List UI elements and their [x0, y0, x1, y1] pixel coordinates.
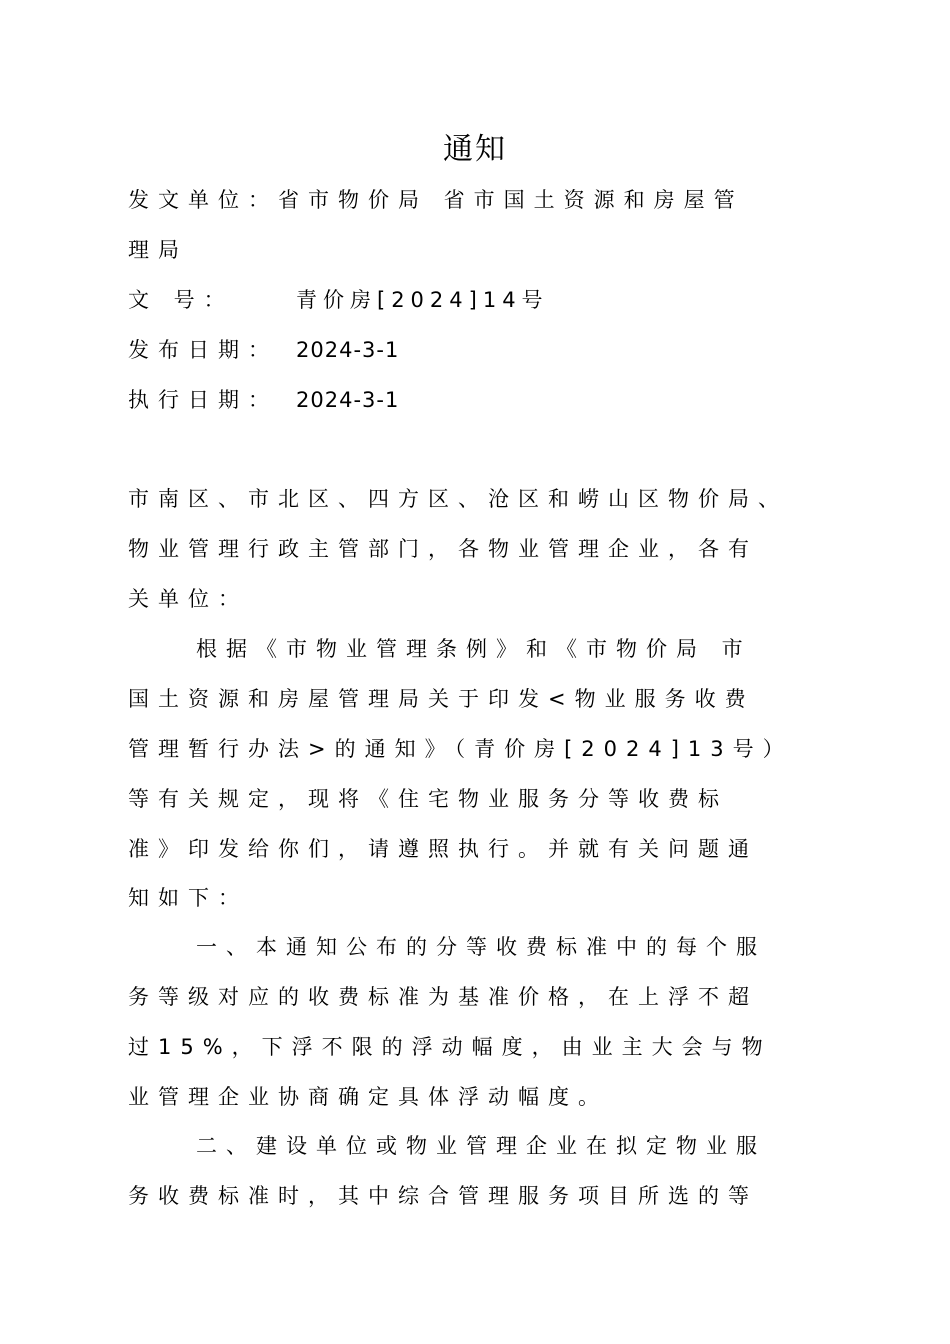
- paragraph-line: 二、建设单位或物业管理企业在拟定物业服: [196, 1134, 766, 1158]
- issuer-label: 发文单位：: [128, 188, 278, 212]
- paragraph-line: 业管理企业协商确定具体浮动幅度。: [128, 1085, 608, 1109]
- issuer-line: [128, 185, 828, 215]
- addressee-line: 关单位：: [128, 587, 248, 611]
- document-number-label: 文 号：: [128, 288, 234, 312]
- paragraph-line: 根据《市物业管理条例》和《市物价局 市: [196, 637, 752, 661]
- document-number-value: 青价房[2024]14号: [296, 288, 549, 312]
- paragraph-line: 务等级对应的收费标准为基准价格，在上浮不超: [128, 985, 758, 1009]
- paragraph-line: 管理暂行办法>的通知》（青价房[2024]13号）: [128, 737, 793, 761]
- effective-date-value: 2024-3-1: [296, 388, 400, 412]
- issuer-value: 省市物价局 省市国土资源和房屋管: [278, 188, 744, 212]
- publish-date-label: 发布日期：: [128, 338, 278, 362]
- addressee-line: 市南区、市北区、四方区、沧区和崂山区物价局、: [128, 487, 788, 511]
- paragraph-line: 过15%，下浮不限的浮动幅度，由业主大会与物: [128, 1035, 772, 1059]
- paragraph-line: 国土资源和房屋管理局关于印发<物业服务收费: [128, 687, 755, 711]
- paragraph-line: 一、本通知公布的分等收费标准中的每个服: [196, 935, 766, 959]
- publish-date-line: [128, 335, 828, 365]
- publish-date-value: 2024-3-1: [296, 338, 400, 362]
- paragraph-line: 准》印发给你们，请遵照执行。并就有关问题通: [128, 837, 758, 861]
- effective-date-label: 执行日期：: [128, 388, 278, 412]
- paragraph-line: 知如下：: [128, 886, 248, 910]
- document-number-line: [128, 285, 828, 315]
- paragraph-line: 等有关规定，现将《住宅物业服务分等收费标: [128, 787, 728, 811]
- addressee-line: 物业管理行政主管部门，各物业管理企业，各有: [128, 537, 758, 561]
- effective-date-line: [128, 385, 828, 415]
- document-title: 通知: [443, 132, 507, 167]
- issuer-value-continued: 理局: [128, 238, 188, 262]
- paragraph-line: 务收费标准时，其中综合管理服务项目所选的等: [128, 1184, 758, 1208]
